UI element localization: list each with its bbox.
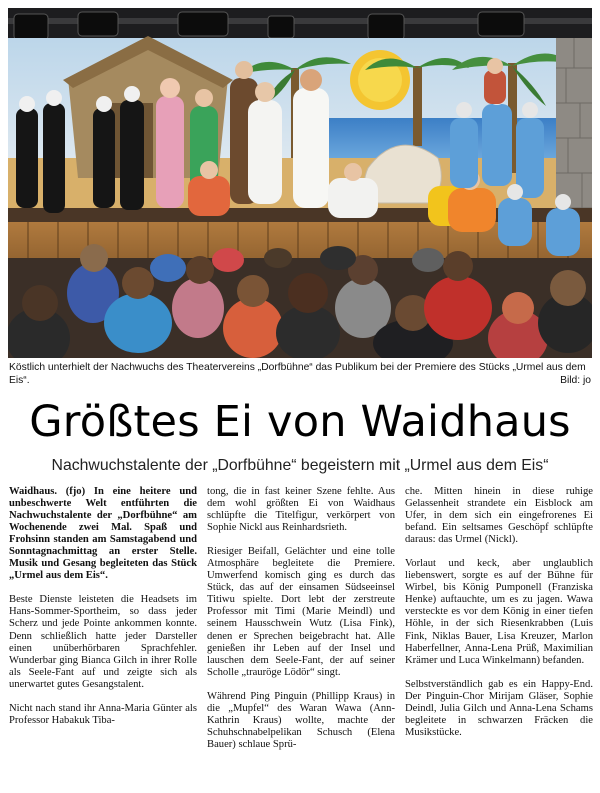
article-column-3: [405, 486, 593, 739]
photo-credit: Bild: jo: [560, 375, 591, 386]
article-lead: Waidhaus. (fjo) In eine heitere und unbeschwerte Welt entführten die Nachwuchstalente der „Dorfbühne“ am Wochenende zwei Mal. Spaß und Frohsinn standen am Samstagabend und Sonntagnachmittag an erster Stelle. Musik und Gesang begleiteten das Stück „Urmel aus dem Eis“.: [9, 486, 197, 582]
paragraph: che. Mitten hinein in diese ruhige Gelassenheit strandete ein Eisblock am Ufer, in dem sich ein eingefrorenes Ei befand. Ein seltsames Geschöpf schlüpfte daraus: das Urmel (Nickl).: [405, 486, 593, 546]
paragraph: Beste Dienste leisteten die Headsets im Hans-Sommer-Sportheim, so dass jeder Scherz und jede Pointe ankommen konnte. Denn schließlich hatte jeder Darsteller einen unüberhörbaren Sprachfehler. Wunderbar ging Bianca Gilch in ihrer Rolle als Seele-Fant auf und zeigte sich als unerwartet gutes Gesangstalent.: [9, 594, 197, 690]
caption-text: Köstlich unterhielt der Nachwuchs des Theatervereins „Dorfbühne“ das Publikum bei der Premiere des Stücks „Urmel aus dem Eis“.: [9, 362, 586, 386]
paragraph: Während Ping Pinguin (Phillipp Kraus) in die „Mupfel“ des Waran Wawa (Ann-Kathrin Kraus) wollte, machte der Schuhschnabelpelikan Schusch (Elena Bauer) schlaue Sprü-: [207, 690, 395, 750]
article-headline: Größtes Ei von Waidhaus: [29, 397, 571, 447]
paragraph: Nicht nach stand ihr Anna-Maria Günter als Professor Habakuk Tiba-: [9, 702, 197, 726]
article-column-1: [9, 486, 197, 727]
article-column-2: [207, 486, 395, 751]
article-photo: [8, 8, 592, 358]
paragraph: Selbstverständlich gab es ein Happy-End. Der Pinguin-Chor Mirijam Gläser, Sophie Deindl, Julia Gilch und Anna-Lena Schams begleitete in schwarzen Fräcken die Musikstücke.: [405, 678, 593, 738]
article-subheadline: Nachwuchstalente der „Dorfbühne“ begeistern mit „Urmel aus dem Eis“: [51, 457, 549, 474]
article-body: [9, 486, 593, 791]
photo-caption: [9, 361, 591, 391]
paragraph: Vorlaut und keck, aber unglaublich liebenswert, sorgte es auf der Bühne für Wirbel, bis König Pumponell (Franziska Henke) auftauchte, um es zu jagen. Wawa versteckte es vor dem König in einer tiefen Höhle, in der sich Riesenkrabben (Luis Fink, Niklas Bauer, Lisa Kreuzer, Marlon Haberfellner, Anna-Lena Prüß, Maximilian Krämer und Luca Winkelmann) befanden.: [405, 558, 593, 666]
paragraph: Riesiger Beifall, Gelächter und eine tolle Atmosphäre begleitete die Premiere. Umwerfend komisch ging es durch das Stück, das auf der einsamen Südseeinsel Titiwu spielte. Dort lebt der zerstreute Professor mit Timi (Marie Meindl) und seinem Hausschwein Wutz (Lisa Fink), denen er Sprechen beigebracht hat. Alle genießen ihr Leben auf der Insel und lauschen dem Seele-Fant, der auf seiner Scholle „trauröge Lödör“ singt.: [207, 546, 395, 678]
paragraph: tong, die in fast keiner Szene fehlte. Aus dem wohl größten Ei von Waidhaus schlüpfte die Titelfigur, verkörpert von Sophie Nickl aus Reinhardsrieth.: [207, 486, 395, 534]
